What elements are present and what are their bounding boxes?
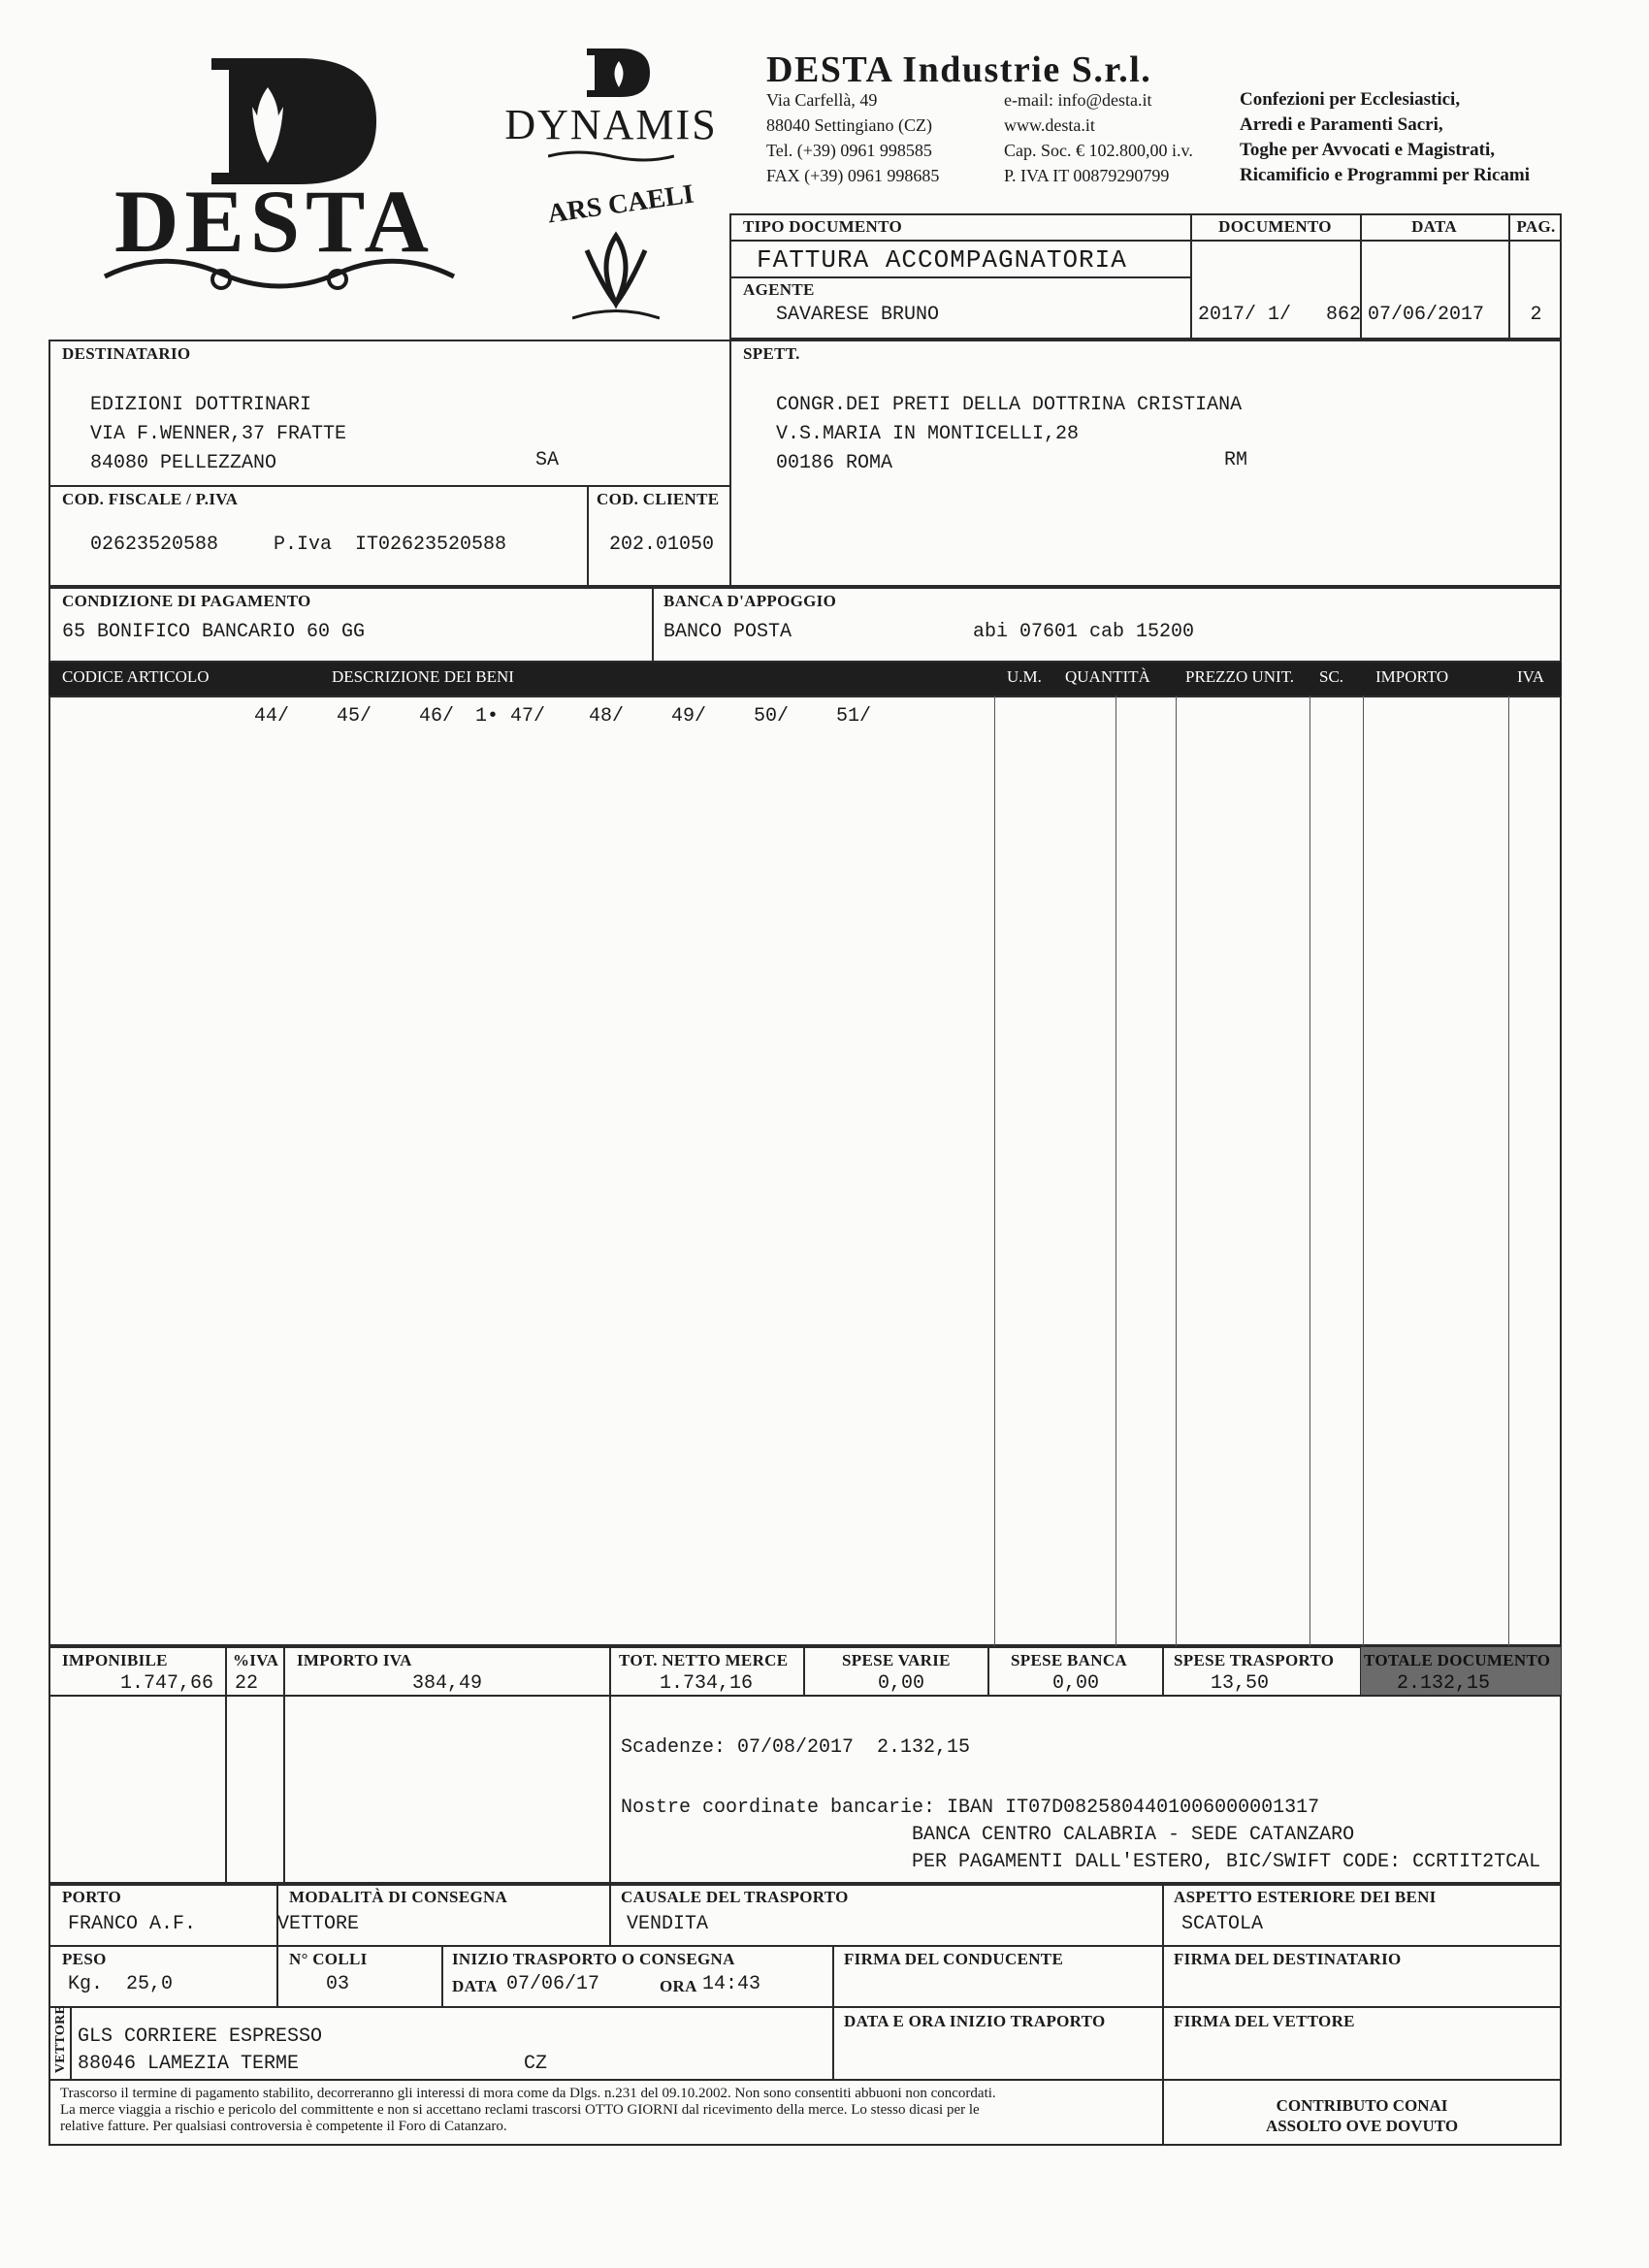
- modalita-consegna-label: MODALITÀ DI CONSEGNA: [289, 1888, 508, 1906]
- firma-vettore-label: FIRMA DEL VETTORE: [1174, 2012, 1355, 2030]
- capital: Cap. Soc. € 102.800,00 i.v.: [1004, 141, 1193, 160]
- data-ora-inizio-label: DATA E ORA INIZIO TRAPORTO: [844, 2012, 1106, 2030]
- address-line-1: Via Carfellà, 49: [766, 90, 878, 110]
- destinatario-province: SA: [535, 449, 560, 471]
- fax: FAX (+39) 0961 998685: [766, 166, 940, 185]
- vat-number: P. IVA IT 00879290799: [1004, 166, 1170, 185]
- inizio-trasporto-label: INIZIO TRASPORTO O CONSEGNA: [452, 1950, 735, 1968]
- vettore-label: VETTORE: [53, 2004, 69, 2074]
- size-45: 45/: [337, 705, 372, 728]
- vettore-line-2: 88046 LAMEZIA TERME: [78, 2053, 300, 2075]
- col-prezzo-unit: PREZZO UNIT.: [1185, 667, 1295, 686]
- page-number: 2: [1530, 304, 1542, 326]
- totale-documento: 2.132,15: [1397, 1672, 1491, 1695]
- spese-trasporto: 13,50: [1211, 1672, 1270, 1695]
- tot-netto-merce: 1.734,16: [660, 1672, 754, 1695]
- firma-destinatario-label: FIRMA DEL DESTINATARIO: [1174, 1950, 1402, 1968]
- size-49: 49/: [671, 705, 707, 728]
- percent-iva: 22: [235, 1672, 259, 1695]
- causale-trasporto: VENDITA: [627, 1913, 709, 1935]
- aspetto-beni-label: ASPETTO ESTERIORE DEI BENI: [1174, 1888, 1437, 1906]
- porto-label: PORTO: [62, 1888, 122, 1906]
- firma-conducente-label: FIRMA DEL CONDUCENTE: [844, 1950, 1064, 1968]
- desta-brand-text: DESTA: [114, 172, 435, 271]
- porto: FRANCO A.F.: [68, 1913, 197, 1935]
- spett-province: RM: [1224, 449, 1248, 471]
- causale-trasporto-label: CAUSALE DEL TRASPORTO: [621, 1888, 849, 1906]
- tagline-3: Toghe per Avvocati e Magistrati,: [1240, 140, 1495, 160]
- spett-address: [776, 391, 1242, 478]
- pag-label: PAG.: [1516, 217, 1556, 236]
- col-descrizione: DESCRIZIONE DEI BENI: [332, 667, 514, 686]
- banca-appoggio-label: BANCA D'APPOGGIO: [663, 592, 837, 610]
- sizes-row: [254, 705, 875, 730]
- cab: cab 15200: [1089, 621, 1195, 643]
- modalita-consegna: VETTORE: [277, 1913, 360, 1935]
- spett-line-1: CONGR.DEI PRETI DELLA DOTTRINA CRISTIANA: [776, 394, 1243, 416]
- col-codice-articolo: CODICE ARTICOLO: [62, 667, 210, 686]
- spese-banca: 0,00: [1052, 1672, 1100, 1695]
- dynamis-monogram-icon: [490, 44, 732, 102]
- tagline-2: Arredi e Paramenti Sacri,: [1240, 114, 1443, 135]
- n-colli: 03: [326, 1973, 350, 1995]
- tagline-4: Ricamificio e Programmi per Ricami: [1240, 165, 1530, 185]
- banca-centro-calabria: BANCA CENTRO CALABRIA - SEDE CATANZARO: [912, 1824, 1355, 1846]
- size-51: 51/: [836, 705, 872, 728]
- cod-fiscale: 02623520588: [90, 534, 219, 556]
- conai-line-2: ASSOLTO OVE DOVUTO: [1265, 2117, 1459, 2135]
- tagline-1: Confezioni per Ecclesiastici,: [1240, 89, 1461, 110]
- agente: SAVARESE BRUNO: [776, 304, 940, 326]
- peso-label: PESO: [62, 1950, 107, 1968]
- percent-iva-label: %IVA: [233, 1651, 279, 1669]
- col-iva: IVA: [1517, 667, 1545, 686]
- inizio-data-label: DATA: [452, 1977, 498, 1995]
- documento-label: DOCUMENTO: [1218, 217, 1332, 236]
- conai-note: [1162, 2095, 1562, 2136]
- tulip-icon: [572, 226, 660, 323]
- items-table-header: [48, 663, 1562, 696]
- cod-cliente-label: COD. CLIENTE: [597, 490, 720, 508]
- footer-terms: [60, 2086, 1151, 2135]
- footer-line-1: Trascorso il termine di pagamento stabilito, decorreranno gli interessi di mora come da Dlgs. n.231 del 09.10.2002. Non sono consentiti abbuoni non concordati.: [60, 2086, 996, 2101]
- conai-line-1: CONTRIBUTO CONAI: [1276, 2096, 1448, 2115]
- tipo-documento: FATTURA ACCOMPAGNATORIA: [757, 245, 1127, 275]
- cod-cliente: 202.01050: [609, 534, 715, 556]
- document-date: 07/06/2017: [1368, 304, 1485, 326]
- imponibile: 1.747,66: [120, 1672, 214, 1695]
- partita-iva: P.Iva IT02623520588: [274, 534, 507, 556]
- size-50: 50/: [754, 705, 790, 728]
- cod-fiscale-label: COD. FISCALE / P.IVA: [62, 490, 239, 508]
- tel: Tel. (+39) 0961 998585: [766, 141, 932, 160]
- size-48: 48/: [589, 705, 625, 728]
- size-47: 1• 47/: [475, 705, 546, 728]
- size-46: 46/: [419, 705, 455, 728]
- company-name: DESTA Industrie S.r.l.: [766, 49, 1152, 90]
- tot-netto-merce-label: TOT. NETTO MERCE: [619, 1651, 789, 1669]
- coordinate-bancarie: Nostre coordinate bancarie: IBAN IT07D0825804401006000001317: [621, 1797, 1320, 1819]
- col-um: U.M.: [1007, 667, 1042, 686]
- banca-appoggio: BANCO POSTA: [663, 621, 792, 643]
- dynamis-logo: [490, 44, 732, 170]
- spett-line-3: 00186 ROMA: [776, 452, 893, 474]
- documento-number: 2017/ 1/ 862: [1198, 304, 1362, 326]
- inizio-ora-label: ORA: [660, 1977, 697, 1995]
- pagamenti-estero: PER PAGAMENTI DALL'ESTERO, BIC/SWIFT CODE: CCRTIT2TCAL: [912, 1851, 1541, 1873]
- aspetto-beni: SCATOLA: [1181, 1913, 1264, 1935]
- col-quantita: QUANTITÀ: [1065, 667, 1150, 686]
- dynamis-brand-text: DYNAMIS: [504, 101, 718, 148]
- spese-varie: 0,00: [878, 1672, 925, 1695]
- footer-line-2: La merce viaggia a rischio e pericolo del committente e non si accettano reclami trascorsi OTTO GIORNI dal ricevimento della merce. Lo stesso dicasi per le: [60, 2102, 980, 2118]
- abi: abi 07601: [973, 621, 1079, 643]
- company-contacts: [1004, 87, 1193, 188]
- col-importo: IMPORTO: [1375, 667, 1449, 686]
- importo-iva: 384,49: [412, 1672, 483, 1695]
- footer-line-3: relative fatture. Per qualsiasi controversia è competente il Foro di Catanzaro.: [60, 2119, 507, 2134]
- inizio-data: 07/06/17: [506, 1973, 600, 1995]
- website: www.desta.it: [1004, 115, 1095, 135]
- importo-iva-label: IMPORTO IVA: [297, 1651, 412, 1669]
- spett-label: SPETT.: [743, 344, 800, 363]
- dynamis-ornament-icon: [548, 148, 674, 164]
- spese-trasporto-label: SPESE TRASPORTO: [1174, 1651, 1335, 1669]
- spese-banca-label: SPESE BANCA: [1011, 1651, 1127, 1669]
- destinatario-line-3: 84080 PELLEZZANO: [90, 452, 277, 474]
- destinatario-line-2: VIA F.WENNER,37 FRATTE: [90, 423, 347, 445]
- scadenze: Scadenze: 07/08/2017 2.132,15: [621, 1736, 971, 1759]
- email: e-mail: info@desta.it: [1004, 90, 1152, 110]
- vettore-province: CZ: [524, 2053, 548, 2075]
- company-tagline: [1240, 87, 1530, 188]
- totale-documento-label: TOTALE DOCUMENTO: [1364, 1651, 1551, 1669]
- ars-caeli-text: ARS CAELI: [545, 178, 696, 230]
- agente-label: AGENTE: [743, 280, 815, 299]
- data-label: DATA: [1411, 217, 1457, 236]
- condizione-pagamento: 65 BONIFICO BANCARIO 60 GG: [62, 621, 366, 643]
- destinatario-line-1: EDIZIONI DOTTRINARI: [90, 394, 312, 416]
- size-44: 44/: [254, 705, 290, 728]
- spett-line-2: V.S.MARIA IN MONTICELLI,28: [776, 423, 1080, 445]
- company-address: [766, 87, 939, 188]
- spese-varie-label: SPESE VARIE: [842, 1651, 951, 1669]
- condizione-pagamento-label: CONDIZIONE DI PAGAMENTO: [62, 592, 311, 610]
- desta-logo: [47, 49, 502, 310]
- peso: Kg. 25,0: [68, 1973, 174, 1995]
- ars-caeli-logo: [534, 178, 698, 325]
- inizio-ora: 14:43: [702, 1973, 761, 1995]
- destinatario-label: DESTINATARIO: [62, 344, 191, 363]
- col-sc: SC.: [1319, 667, 1344, 686]
- imponibile-label: IMPONIBILE: [62, 1651, 168, 1669]
- n-colli-label: N° COLLI: [289, 1950, 368, 1968]
- address-line-2: 88040 Settingiano (CZ): [766, 115, 932, 135]
- items-table-body: [48, 696, 1562, 1646]
- vettore-line-1: GLS CORRIERE ESPRESSO: [78, 2025, 323, 2048]
- destinatario-address: [90, 391, 346, 478]
- tipo-documento-label: TIPO DOCUMENTO: [743, 217, 902, 236]
